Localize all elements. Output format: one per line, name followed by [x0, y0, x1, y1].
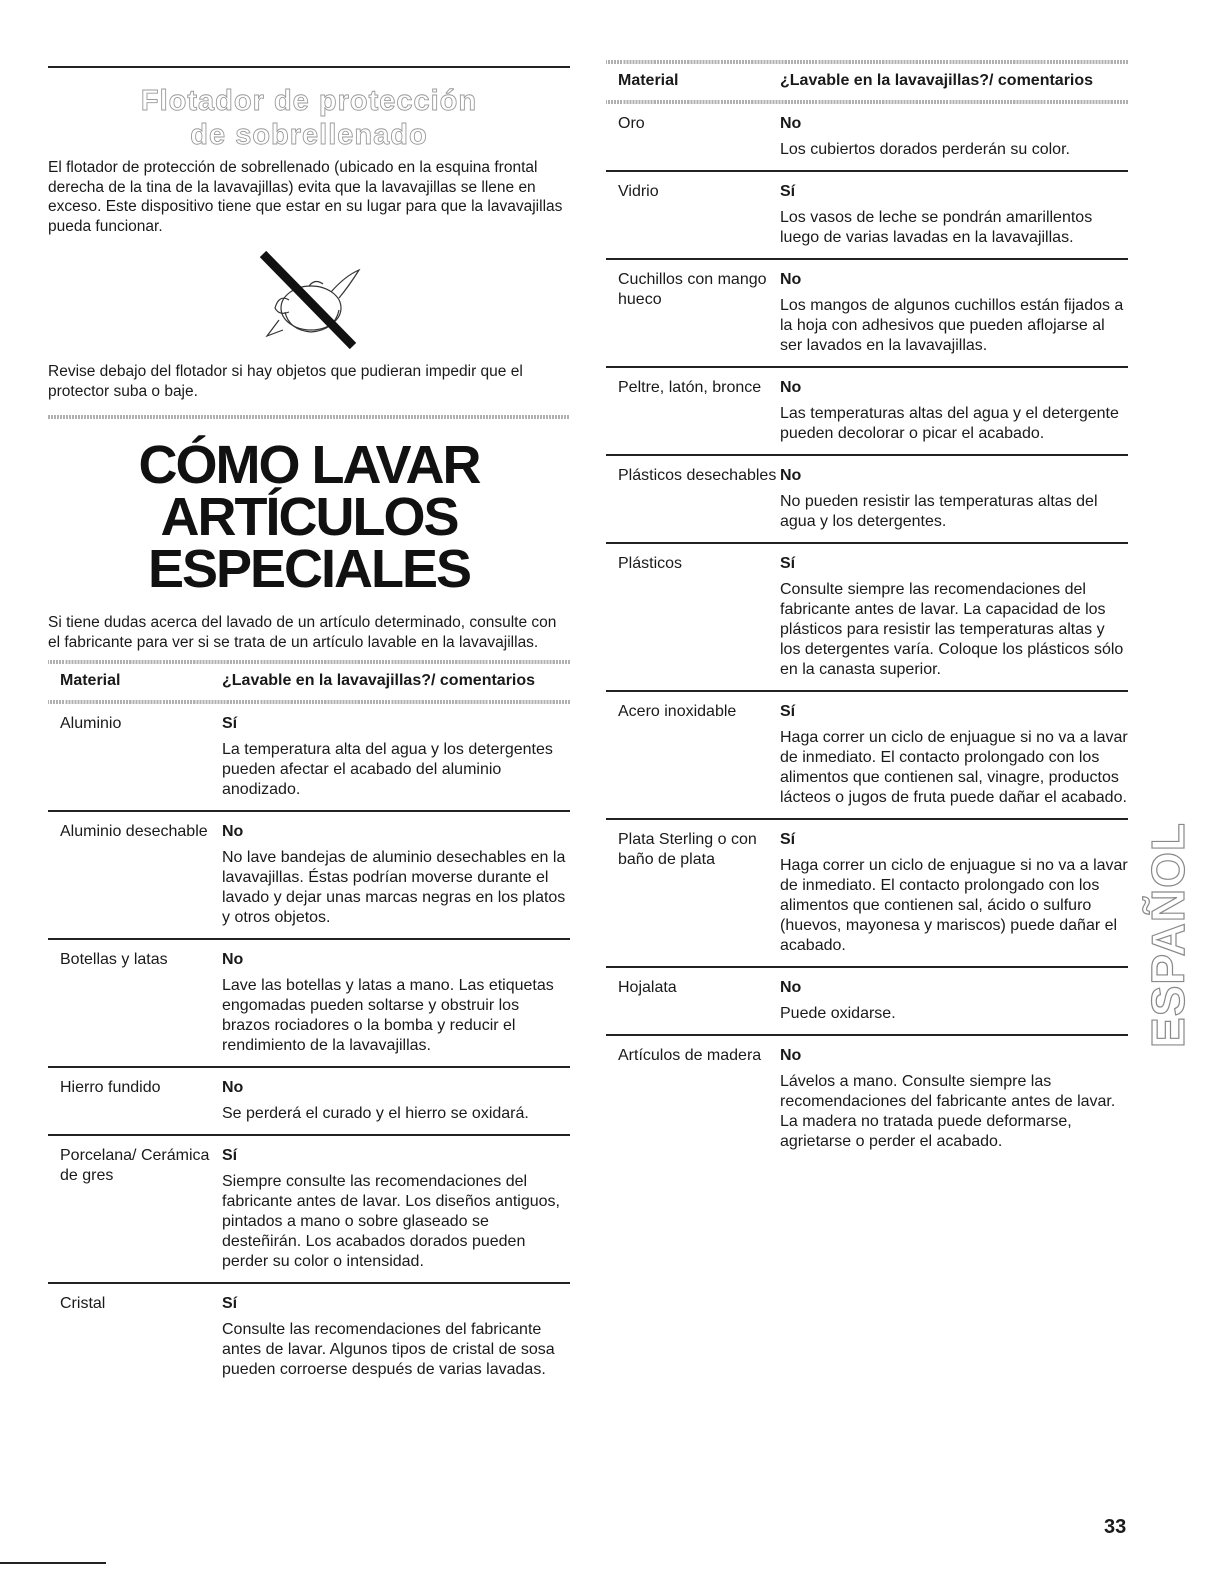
row-material: Acero inoxidable	[618, 703, 737, 720]
float-title-line1: Flotador de protección	[140, 85, 478, 117]
language-side-tab	[1142, 812, 1195, 1058]
row-verdict: No	[780, 1047, 802, 1064]
top-rule	[48, 66, 570, 68]
row-material: Hojalata	[618, 979, 677, 996]
row-material: Plásticos	[618, 555, 683, 572]
row-comment: Los vasos de leche se pondrán amarillentos luego de varias lavadas en la lavavajillas.	[780, 209, 1093, 246]
row-material: Porcelana/ Cerámica de gres	[60, 1147, 210, 1184]
table-row	[48, 1136, 570, 1284]
materials-table-left	[48, 660, 570, 1390]
row-comment: Consulte siempre las recomendaciones del fabricante antes de lavar. La capacidad de los plásticos para resistir las temperaturas altas y los detergentes varía. Coloque los plásticos sólo en la canasta superior.	[780, 581, 1124, 678]
right-rows	[606, 104, 1128, 1162]
row-answer	[780, 978, 1128, 1024]
row-answer	[222, 1294, 570, 1380]
row-verdict: Sí	[780, 703, 796, 720]
row-material: Oro	[618, 115, 645, 132]
row-comment: Siempre consulte las recomendaciones del fabricante antes de lavar. Los diseños antiguos, pintados a mano o sobre glaseado se desteñirán. Los acabados dorados pueden perder su color o intensidad.	[222, 1173, 560, 1270]
right-column	[606, 60, 1128, 1162]
row-comment: Haga correr un ciclo de enjuague si no va a lavar de inmediato. El contacto prolongado con los alimentos que contienen sal, vinagre, productos lácteos o jugos de fruta puede dañar el acabado.	[780, 729, 1128, 806]
row-comment: Las temperaturas altas del agua y el detergente pueden decolorar o picar el acabado.	[780, 405, 1119, 442]
left-rows	[48, 704, 570, 1390]
row-verdict: No	[222, 1079, 244, 1096]
header-material: Material	[60, 672, 121, 689]
row-answer	[780, 114, 1128, 160]
table-row	[48, 940, 570, 1068]
table-row	[606, 368, 1128, 456]
row-material: Aluminio desechable	[60, 823, 208, 840]
row-verdict: No	[780, 271, 802, 288]
table-row	[606, 820, 1128, 968]
row-answer	[780, 702, 1128, 808]
row-verdict: Sí	[780, 831, 796, 848]
row-material: Botellas y latas	[60, 951, 168, 968]
table-row	[606, 104, 1128, 172]
materials-table-right	[606, 60, 1128, 1162]
row-comment: Los cubiertos dorados perderán su color.	[780, 141, 1070, 158]
row-verdict: Sí	[780, 555, 796, 572]
special-title-line1: CÓMO LAVAR	[138, 435, 480, 495]
row-verdict: No	[780, 379, 802, 396]
row-comment: Lávelos a mano. Consulte siempre las recomendaciones del fabricante antes de lavar. La madera no tratada puede deformarse, agrietarse o perder el acabado.	[780, 1073, 1116, 1150]
special-items-title	[48, 435, 570, 599]
row-answer	[780, 1046, 1128, 1152]
special-title-line2: ARTÍCULOS	[160, 487, 458, 547]
row-answer	[780, 466, 1128, 532]
row-material: Cuchillos con mango hueco	[618, 271, 767, 308]
table-row	[606, 968, 1128, 1036]
side-tab-label: ESPAÑOL	[1142, 822, 1195, 1048]
table-row	[606, 1036, 1128, 1162]
row-comment: No pueden resistir las temperaturas altas del agua y los detergentes.	[780, 493, 1098, 530]
row-answer	[780, 270, 1128, 356]
table-header	[606, 60, 1128, 104]
row-answer	[780, 378, 1128, 444]
table-row	[606, 172, 1128, 260]
table-header	[48, 660, 570, 704]
row-material: Plata Sterling o con baño de plata	[618, 831, 757, 868]
row-answer	[222, 950, 570, 1056]
row-answer	[222, 1146, 570, 1272]
section-divider	[48, 415, 570, 419]
left-column	[48, 66, 570, 1390]
row-verdict: Sí	[222, 715, 238, 732]
row-verdict: Sí	[222, 1295, 238, 1312]
float-description: El flotador de protección de sobrellenado (ubicado en la esquina frontal derecha de la tina de la lavavajillas) evita que la lavavajillas se llene en exceso. Este dispositivo tiene que estar en su lugar para que la lavavajillas pueda funcionar.	[48, 159, 563, 235]
row-material: Artículos de madera	[618, 1047, 762, 1064]
row-comment: Puede oxidarse.	[780, 1005, 896, 1022]
row-verdict: No	[222, 823, 244, 840]
row-verdict: Sí	[222, 1147, 238, 1164]
row-verdict: No	[780, 467, 802, 484]
row-verdict: Sí	[780, 183, 796, 200]
row-comment: Los mangos de algunos cuchillos están fijados a la hoja con adhesivos que pueden aflojarse al ser lavados en la lavavajillas.	[780, 297, 1124, 354]
row-material: Cristal	[60, 1295, 106, 1312]
corner-rule	[0, 1562, 106, 1564]
row-comment: Haga correr un ciclo de enjuague si no va a lavar de inmediato. El contacto prolongado con los alimentos que contienen sal, ácido o sulfuro (huevos, mayonesa y mariscos) puede dañar el acabado.	[780, 857, 1128, 954]
overfill-float-illustration	[249, 250, 369, 350]
table-row	[48, 704, 570, 812]
table-row	[606, 544, 1128, 692]
table-row	[606, 260, 1128, 368]
row-comment: Consulte las recomendaciones del fabricante antes de lavar. Algunos tipos de cristal de sosa pueden corroerse después de varias lavadas.	[222, 1321, 555, 1378]
header-comments: ¿Lavable en la lavavajillas?/ comentarios	[780, 72, 1094, 89]
row-answer	[222, 714, 570, 800]
header-comments: ¿Lavable en la lavavajillas?/ comentarios	[222, 672, 536, 689]
table-row	[606, 456, 1128, 544]
page-number: 33	[1104, 1516, 1127, 1538]
float-title-line2: de sobrellenado	[190, 119, 428, 151]
table-row	[606, 692, 1128, 820]
row-material: Peltre, latón, bronce	[618, 379, 762, 396]
row-answer	[222, 822, 570, 928]
row-answer	[780, 182, 1128, 248]
table-row	[48, 1284, 570, 1390]
special-items-intro: Si tiene dudas acerca del lavado de un artículo determinado, consulte con el fabricante para ver si se trata de un artículo lavable en la lavavajillas.	[48, 614, 557, 651]
row-answer	[780, 554, 1128, 680]
row-verdict: No	[780, 979, 802, 996]
row-verdict: No	[780, 115, 802, 132]
row-comment: Se perderá el curado y el hierro se oxidará.	[222, 1105, 529, 1122]
special-title-line3: ESPECIALES	[147, 539, 471, 599]
row-material: Plásticos desechables	[618, 467, 777, 484]
row-material: Aluminio	[60, 715, 122, 732]
float-check-instructions: Revise debajo del flotador si hay objetos que pudieran impedir que el protector suba o baje.	[48, 363, 523, 400]
float-section-title	[48, 84, 570, 152]
header-material: Material	[618, 72, 679, 89]
table-row	[48, 812, 570, 940]
row-comment: Lave las botellas y latas a mano. Las etiquetas engomadas pueden soltarse y obstruir los brazos rociadores o la bomba y reducir el rendimiento de la lavavajillas.	[222, 977, 554, 1054]
row-answer	[222, 1078, 570, 1124]
row-answer	[780, 830, 1128, 956]
table-row	[48, 1068, 570, 1136]
row-comment: La temperatura alta del agua y los detergentes pueden afectar el acabado del aluminio anodizado.	[222, 741, 553, 798]
row-comment: No lave bandejas de aluminio desechables en la lavavajillas. Éstas podrían moverse durante el lavado y dejar unas marcas negras en los platos y otros objetos.	[222, 849, 566, 926]
row-material: Vidrio	[618, 183, 659, 200]
row-verdict: No	[222, 951, 244, 968]
row-material: Hierro fundido	[60, 1079, 161, 1096]
